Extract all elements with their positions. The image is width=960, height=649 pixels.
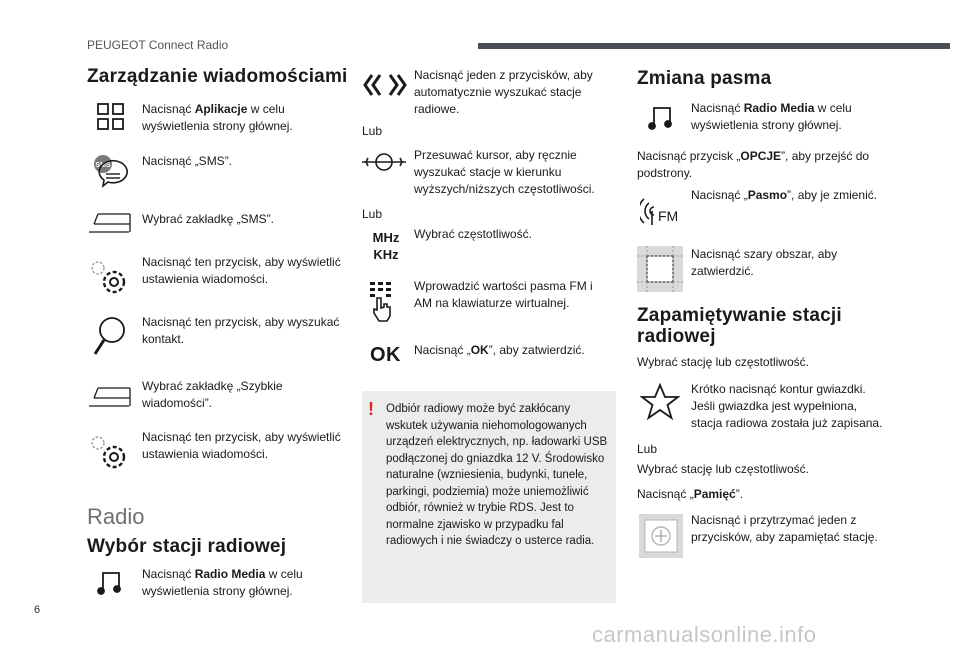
ok-button-icon: OK bbox=[370, 344, 401, 366]
warning-exclamation-icon: ! bbox=[368, 399, 374, 419]
fm-icon-label: FM bbox=[658, 208, 679, 224]
settings-gears-icon bbox=[88, 256, 130, 296]
warning-text: Odbiór radiowy może być zakłócany wskutek używania niehomologowanych urządzeń elektrycznych, np. ładowarki USB podłączonej do gniazdka 12 V. Środowisko naturalne (wzniesienia, budynki, tunele, parkingi, podziemia) może uniemożliwić odbiór, również w trybie RDS. Jest to normalne zjawisko w przypadku fal radiowych i nie świadczy o usterce radia. bbox=[386, 403, 608, 547]
step-press-radio-media-2: Nacisnąć Radio Media w celu wyświetlenia strony głównej. bbox=[691, 101, 852, 132]
tab-shape-icon bbox=[88, 213, 132, 235]
mhz-label: MHz bbox=[372, 230, 400, 245]
heading-store-station-line1: Zapamiętywanie stacji bbox=[637, 305, 842, 326]
settings-gears-icon-2 bbox=[88, 431, 130, 471]
step-press-grey-area: Nacisnąć szary obszar, aby zatwierdzić. bbox=[691, 247, 838, 278]
step-select-frequency: Wybrać częstotliwość. bbox=[414, 227, 532, 241]
frequency-unit-icon bbox=[364, 229, 408, 263]
step-select-quick-messages-tab: Wybrać zakładkę „Szybkie wiadomości”. bbox=[142, 379, 283, 410]
section-radio-heading: Radio bbox=[87, 504, 145, 529]
applications-grid-icon bbox=[96, 102, 126, 132]
sms-icon bbox=[92, 154, 128, 188]
tab-shape-icon-2 bbox=[88, 387, 132, 409]
page-number: 6 bbox=[34, 604, 41, 616]
step-press-star: Krótko nacisnąć kontur gwiazdki. Jeśli gwiazdka jest wypełniona, stacja radiowa została już zapisana. bbox=[691, 382, 883, 430]
khz-label: KHz bbox=[373, 247, 399, 262]
fm-band-icon bbox=[640, 193, 682, 227]
para-press-options: Nacisnąć przycisk „OPCJE”, aby przejść do podstrony. bbox=[637, 149, 870, 180]
heading-change-band: Zmiana pasma bbox=[637, 68, 772, 89]
tuning-slider-icon bbox=[360, 148, 408, 176]
sms-icon-label: SMS bbox=[95, 162, 111, 169]
heading-store-station-line2: radiowej bbox=[637, 326, 716, 347]
step-auto-search: Nacisnąć jeden z przycisków, aby automatycznie wyszukać stacje radiowe. bbox=[414, 68, 593, 116]
step-press-sms: Nacisnąć „SMS”. bbox=[142, 154, 233, 168]
header-bar bbox=[478, 43, 950, 49]
seek-chevrons-icon bbox=[362, 72, 408, 98]
step-press-hold-preset: Nacisnąć i przytrzymać jeden z przycisków, aby zapamiętać stację. bbox=[691, 513, 878, 544]
music-note-icon-2 bbox=[647, 104, 675, 132]
add-preset-icon bbox=[639, 514, 683, 558]
or-label-1: Lub bbox=[362, 124, 383, 138]
music-note-icon bbox=[96, 569, 124, 597]
step-enter-band-values: Wprowadzić wartości pasma FM i AM na klawiaturze wirtualnej. bbox=[414, 279, 593, 310]
step-message-settings-1: Nacisnąć ten przycisk, aby wyświetlić ustawienia wiadomości. bbox=[142, 255, 341, 286]
para-select-station-1: Wybrać stację lub częstotliwość. bbox=[637, 355, 809, 369]
watermark: carmanualsonline.info bbox=[592, 622, 817, 647]
star-outline-icon bbox=[640, 383, 680, 421]
para-select-station-2: Wybrać stację lub częstotliwość. bbox=[637, 462, 809, 476]
para-press-memory: Nacisnąć „Pamięć”. bbox=[637, 487, 744, 501]
step-message-settings-2: Nacisnąć ten przycisk, aby wyświetlić ustawienia wiadomości. bbox=[142, 430, 341, 461]
search-magnifier-icon bbox=[92, 316, 128, 358]
step-press-band: Nacisnąć „Pasmo”, aby je zmienić. bbox=[691, 188, 878, 202]
step-press-ok: Nacisnąć „OK”, aby zatwierdzić. bbox=[414, 343, 585, 357]
warning-box bbox=[362, 391, 616, 603]
step-search-contact: Nacisnąć ten przycisk, aby wyszukać kontakt. bbox=[142, 315, 340, 346]
heading-station-selection: Wybór stacji radiowej bbox=[87, 536, 287, 557]
or-label-3: Lub bbox=[637, 442, 658, 456]
grey-area-icon bbox=[637, 246, 683, 292]
heading-message-management: Zarządzanie wiadomościami bbox=[87, 66, 348, 87]
step-press-radio-media: Nacisnąć Radio Media w celu wyświetlenia strony głównej. bbox=[142, 567, 303, 598]
step-select-sms-tab: Wybrać zakładkę „SMS”. bbox=[142, 212, 274, 226]
keypad-hand-icon bbox=[366, 280, 400, 322]
step-manual-search: Przesuwać kursor, aby ręcznie wyszukać stacje w kierunku wyższych/niższych częstotliwości. bbox=[414, 148, 595, 196]
or-label-2: Lub bbox=[362, 207, 383, 221]
step-press-applications: Nacisnąć Aplikacje w celu wyświetlenia strony głównej. bbox=[142, 102, 293, 133]
manual-header-title: PEUGEOT Connect Radio bbox=[87, 38, 229, 52]
